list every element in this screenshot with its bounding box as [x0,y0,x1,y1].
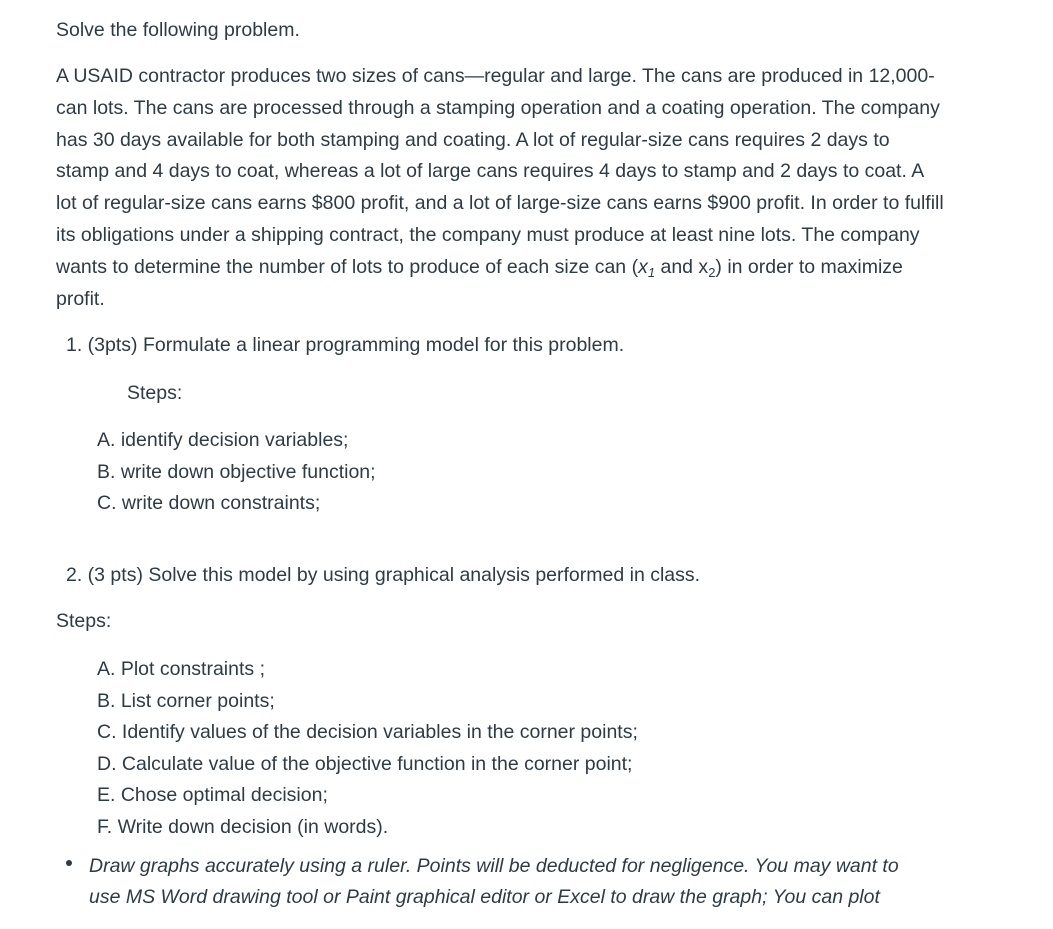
intro-text: Solve the following problem. [56,19,300,41]
question-2-step: C. Identify values of the decision variables in the corner points; [97,721,638,743]
note-line: Draw graphs accurately using a ruler. Points will be deducted for negligence. You may want to [89,855,899,877]
question-2-step: E. Chose optimal decision; [97,784,328,806]
problem-line: can lots. The cans are processed through a stamping operation and a coating operation. The company [56,96,940,119]
problem-line: has 30 days available for both stamping and coating. A lot of regular-size cans requires 2 days to [56,128,890,151]
variable-x1: $x_1$ [638,255,656,280]
problem-line: A USAID contractor produces two sizes of cans—regular and large. The cans are produced in 12,000- [56,65,935,87]
question-1-step: C. write down constraints; [97,492,321,514]
problem-paragraph [56,61,1031,315]
question-1-step: A. identify decision variables; [97,429,349,451]
question-2-label: 2. (3 pts) Solve this model by using graphical analysis performed in class. [66,564,701,586]
problem-line-variables: wants to determine the number of lots to produce of each size can ($x_1$ and $x_2$) in order to maximize [56,255,903,280]
question-2-steps-label: Steps: [56,610,112,632]
question-1-steps-label: Steps: [127,382,183,404]
question-2-step: A. Plot constraints ; [97,658,265,680]
problem-line: profit. [56,287,105,310]
problem-line: its obligations under a shipping contract, the company must produce at least nine lots. The company [56,223,920,246]
question-2-step: D. Calculate value of the objective function in the corner point; [97,753,633,775]
problem-line: lot of regular-size cans earns $800 profit, and a lot of large-size cans earns $900 profit. In order to fulfill [56,192,944,215]
question-2-step: F. Write down decision (in words). [97,816,389,838]
note-line: use MS Word drawing tool or Paint graphical editor or Excel to draw the graph; You can plot [89,886,880,908]
question-2-step: B. List corner points; [97,690,275,712]
question-1-step: B. write down objective function; [97,461,376,483]
question-1-label: 1. (3pts) Formulate a linear programming model for this problem. [66,334,625,356]
problem-line: stamp and 4 days to coat, whereas a lot of large cans requires 4 days to stamp and 2 days to coat. A [56,160,925,183]
variable-x2-subscript: 2 [708,264,716,280]
bullet-icon [66,860,72,866]
